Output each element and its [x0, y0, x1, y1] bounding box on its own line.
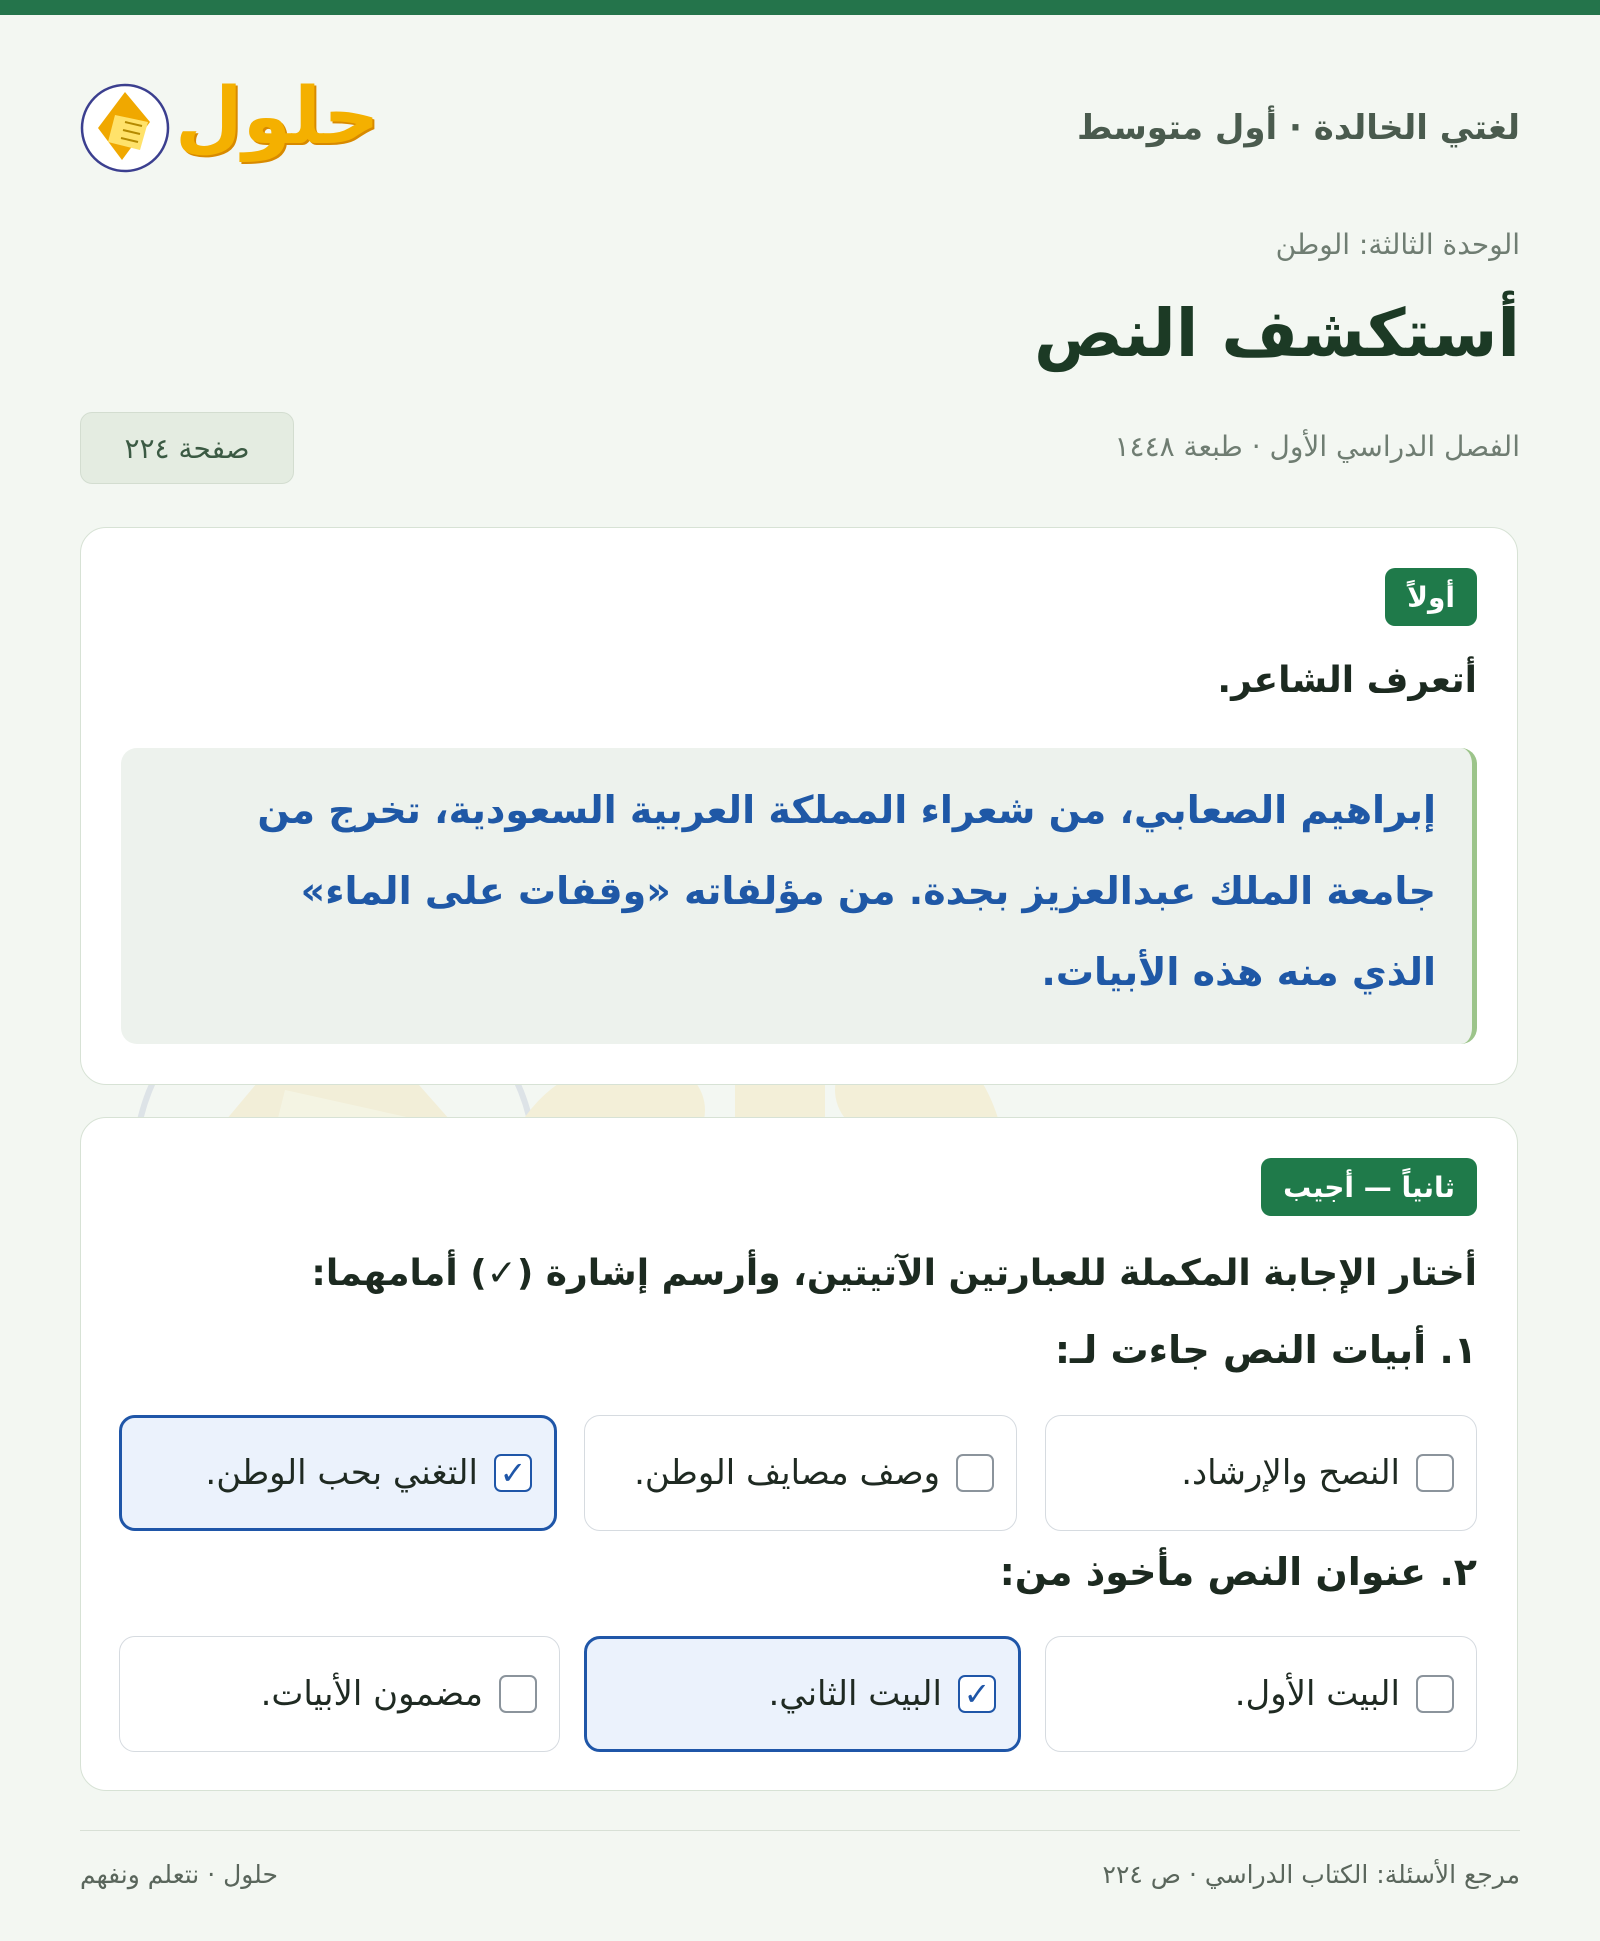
- answer-line: جامعة الملك عبدالعزيز بجدة. من مؤلفاته «وقفات على الماء»: [300, 869, 1436, 913]
- checkbox[interactable]: [1416, 1675, 1454, 1713]
- footer-slogan: حلول · نتعلم ونفهم: [80, 1860, 278, 1889]
- section-tag: أولاً: [1385, 568, 1477, 626]
- question-1-label: ١. أبيات النص جاءت لـ:: [1054, 1328, 1477, 1372]
- section-tag: ثانياً — أجيب: [1261, 1158, 1477, 1216]
- option-label: التغني بحب الوطن.: [205, 1453, 478, 1493]
- top-accent-bar: [0, 0, 1600, 15]
- checkbox[interactable]: [956, 1454, 994, 1492]
- brand-wordmark: حلول: [175, 72, 380, 162]
- page-header: [80, 60, 1520, 190]
- answer-box: [121, 748, 1477, 1044]
- section-know-poet: [80, 527, 1518, 1085]
- question-2-label: ٢. عنوان النص مأخوذ من:: [999, 1550, 1477, 1594]
- checkbox-checked[interactable]: ✓: [958, 1675, 996, 1713]
- option-label: مضمون الأبيات.: [260, 1674, 483, 1714]
- option-second-verse[interactable]: [584, 1636, 1021, 1752]
- footer-reference: مرجع الأسئلة: الكتاب الدراسي · ص ٢٢٤: [1102, 1860, 1520, 1889]
- book-title: لغتي الخالدة · أول متوسط: [1076, 108, 1520, 148]
- option-verses-content[interactable]: [119, 1636, 560, 1752]
- page-title: أستكشف النص: [1034, 295, 1520, 372]
- option-label: وصف مصايف الوطن.: [634, 1453, 940, 1493]
- instruction-text: أختار الإجابة المكملة للعبارتين الآتيتين، وأرسم إشارة (✓) أمامهما:: [311, 1253, 1477, 1294]
- checkbox[interactable]: [499, 1675, 537, 1713]
- term-edition: الفصل الدراسي الأول · طبعة ١٤٤٨: [1114, 430, 1520, 463]
- brand-logo[interactable]: [80, 70, 380, 190]
- option-label: البيت الأول.: [1234, 1674, 1400, 1714]
- checkbox[interactable]: [1416, 1454, 1454, 1492]
- section-answer: [80, 1117, 1518, 1791]
- checkbox-checked[interactable]: ✓: [494, 1454, 532, 1492]
- option-label: النصح والإرشاد.: [1181, 1453, 1400, 1493]
- answer-line: الذي منه هذه الأبيات.: [1041, 950, 1436, 994]
- unit-label: الوحدة الثالثة: الوطن: [1275, 228, 1520, 261]
- option-first-verse[interactable]: [1045, 1636, 1477, 1752]
- option-resorts[interactable]: [584, 1415, 1017, 1531]
- option-love-of-homeland[interactable]: [119, 1415, 557, 1531]
- footer-divider: [80, 1830, 1520, 1831]
- option-label: البيت الثاني.: [768, 1674, 942, 1714]
- question-heading: أتعرف الشاعر.: [1217, 660, 1477, 701]
- option-advice[interactable]: [1045, 1415, 1477, 1531]
- answer-line: إبراهيم الصعابي، من شعراء المملكة العربية السعودية، تخرج من: [257, 788, 1436, 832]
- page-number-badge: صفحة ٢٢٤: [80, 412, 294, 484]
